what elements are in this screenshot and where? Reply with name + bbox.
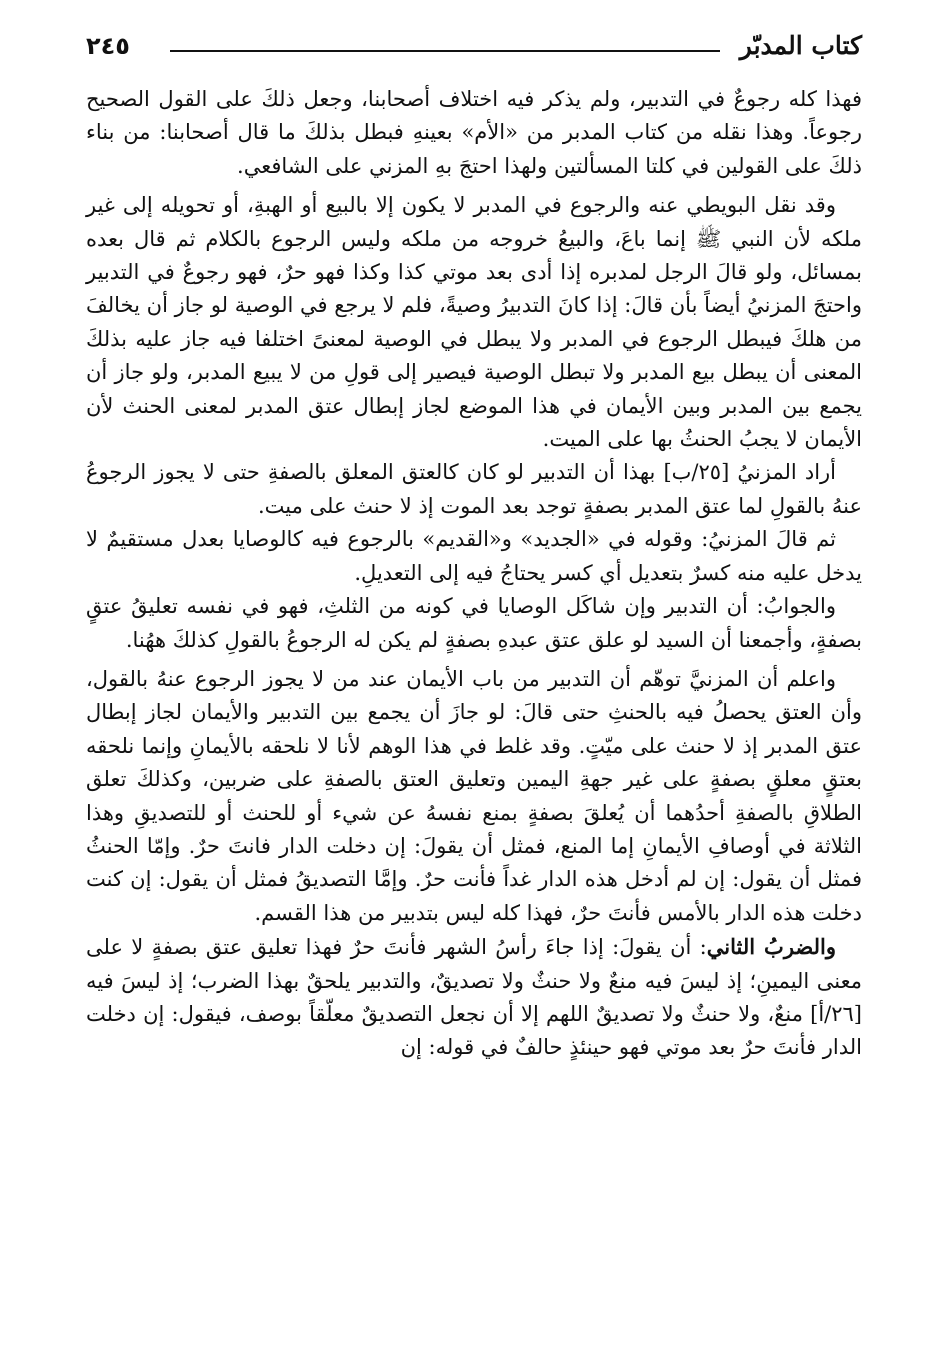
page-number: ٢٤٥ — [86, 32, 130, 60]
paragraph: واعلم أن المزنيَّ توهّم أن التدبير من باب الأيمان عند من لا يجوز الرجوع عنهُ بالقول، وأن العتق يحصلُ فيه بالحنثِ حتى قالَ: لو جازَ أن يجمع بين التدبير والأيمان لجاز إبطال عتق المدبر إذ لا حنث على ميّتٍ. وقد غلط في هذا الوهم لأنا لا نلحقه بالأيمانِ وإنما نلحقه بعتقٍ معلقٍ بصفةٍ على غير جهةِ اليمين وتعليق العتق بالصفةِ على ضربين، وكذلكَ تعلق الطلاقِ بالصفةِ أحدُهما أن يُعلقَ بصفةٍ بمنع نفسهُ عن شيء أو للحنث أو للتصديقِ وهذا الثلاثة في أوصافِ الأيمانِ إما المنع، فمثل أن يقولَ: إن دخلت الدار فانتَ حرٌ. وإمّا الحنثُ فمثل أن يقول: إن لم أدخل هذه الدار غداً فأنت حرٌ. وإمَّا التصديقُ فمثل أن يقول: إن كنت دخلت هذه الدار بالأمس فأنتَ حرٌ، فهذا كله ليس بتدبير من هذا القسم. — [86, 666, 862, 925]
paragraph-text: : أن يقولَ: إذا جاءَ رأسُ الشهر فأنتَ حرٌ فهذا تعليق عتق بصفةٍ لا على معنى اليمينِ؛ إذ ليسَ فيه منعٌ ولا حنثٌ ولا تصديقٌ، والتدبير يلحقٌ بهذا الضرب؛ إذ ليسَ فيه [٢٦/أ] منعٌ، ولا حنثٌ ولا تصديقٌ اللهم إلا أن نجعل التصديقٌ معلّقاً بوصف، فيقول: إن دخلت الدار فأنتَ حرٌ بعد موتي فهو حينئذٍ حالفٌ في قوله: إن — [86, 935, 862, 1060]
paragraph: فهذا كله رجوعٌ في التدبير، ولم يذكر فيه اختلاف أصحابنا، وجعل ذلكَ على القول الصحيح رجوعاً. وهذا نقله من كتاب المدبر من «الأم» بعينهِ فبطل بذلكَ ما قال أصحابنا: من بناء ذلكَ على القولين في كلتا المسألتين ولهذا احتجَ بهِ المزني على الشافعي. — [86, 87, 862, 178]
paragraph: وقد نقل البويطي عنه والرجوع في المدبر لا يكون إلا بالبيع أو الهبةِ، أو تحويله إلى غير ملكه لأن النبي ﷺ إنما باعَ، والبيعُ خروجه من ملكه وليس الرجوع بالكلام ثم قال بعده بمسائل، ولو قالَ الرجل لمدبره إذا أدى بعد موتي كذا وكذا فهو حرٌ، فهو رجوعٌ في التدبير واحتجَ المزنيُ أيضاً بأن قالَ: إذا كانَ التدبيرُ وصيةً، فلم لا يرجع في الوصية لو جاز أن يخالفَ من هلكَ فيبطل الرجوع في المدبر ولا يبطل في الوصية لمعنىً اختلفا فيه جاز عليه بذلكَ المعنى أن يبطل بيع المدبر ولا تبطل الوصية فيصير إلى قولِ من لا يبيع المدبر، ولو جاز أن يجمع بين المدبر وبين الأيمان في هذا الموضع لجاز إبطال عتق المدبر لمعنى الحنث لأن الأيمان لا يجبُ الحنثُ بها على الميت. — [86, 193, 862, 452]
header-rule — [170, 50, 720, 52]
paragraph: أراد المزنيُ [٢٥/ب] بهذا أن التدبير لو كان كالعتق المعلق بالصفةِ حتى لا يجوز الرجوعُ عنهُ بالقولِ لما عتق المدبر بصفةٍ توجد بعد الموت إذ لا حنث على ميت. — [86, 460, 862, 518]
book-title: كتاب المدبّر — [739, 31, 862, 60]
paragraph-lead: والضربُ الثاني — [706, 934, 836, 960]
running-header — [86, 26, 862, 66]
paragraph: ثم قالَ المزنيُ: وقوله في «الجديد» و«القديم» بالرجوع فيه كالوصايا بعدل مستقيمٌ لا يدخل عليه منه كسرٌ بتعديل أي كسر يحتاجُ فيه إلى التعديلِ. — [86, 527, 862, 585]
paragraph: والجوابُ: أن التدبير وإن شاكَل الوصايا في كونه من الثلثِ، فهو في نفسه تعليقُ عتقٍ بصفةٍ، وأجمعنا أن السيد لو علق عتق عبدهِ بصفةٍ لم يكن له الرجوعُ بالقولِ كذلكَ ههُنا. — [86, 594, 862, 652]
body-text — [86, 83, 862, 1065]
paragraph — [86, 930, 862, 1065]
